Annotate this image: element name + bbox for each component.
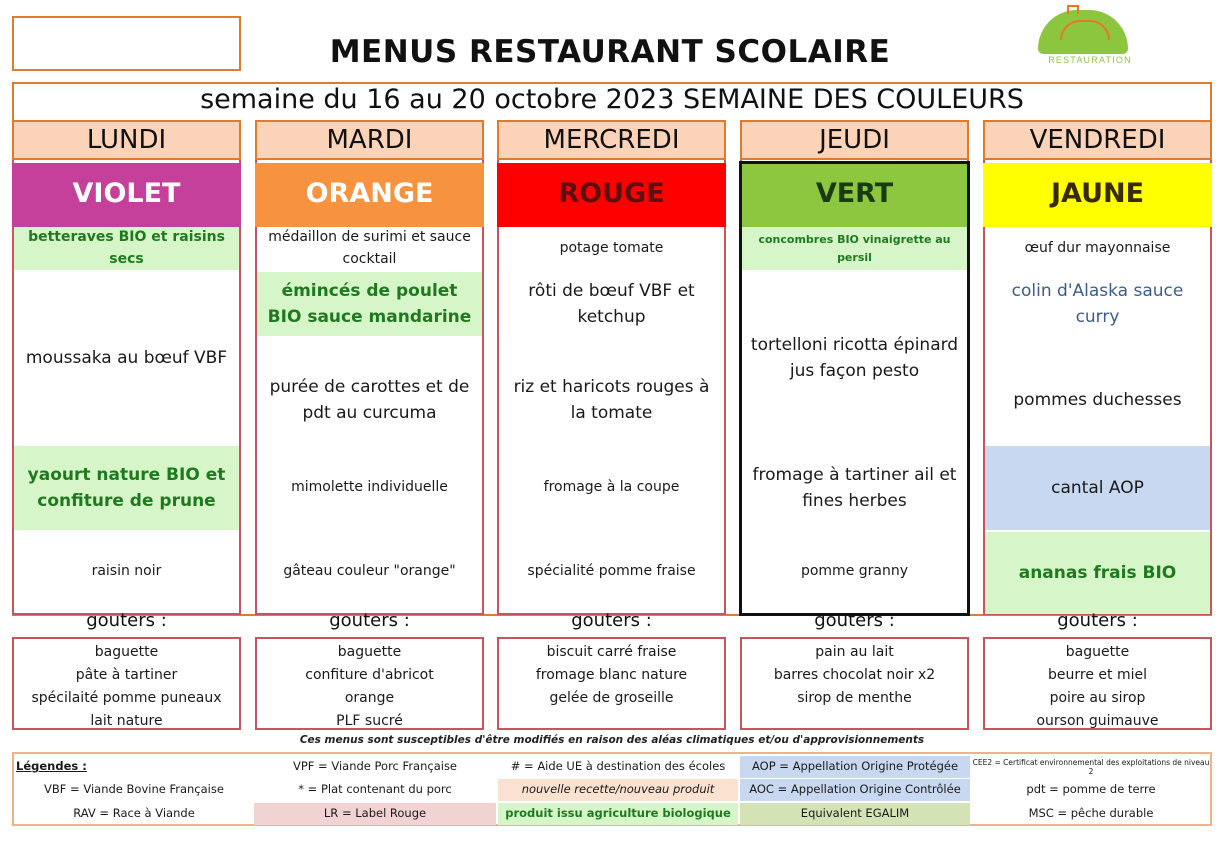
legend-vbf: VBF = Viande Bovine Française [44, 782, 224, 797]
side-vendredi: pommes duchesses [1013, 389, 1182, 410]
dairy-jeudi: fromage à tartiner ail et fines herbes [752, 464, 957, 511]
gouter-box-mercredi [497, 637, 726, 730]
legend-aop: AOP = Appellation Origine Protégée [740, 756, 970, 778]
gouter-item: lait nature [90, 713, 163, 729]
legend-bio: produit issu agriculture biologique [498, 803, 738, 825]
gouter-label-lundi: gouters : [86, 610, 167, 631]
logo-text-line2: RESTAURATION [1048, 55, 1132, 65]
gouter-box-vendredi [983, 637, 1212, 730]
main-lundi: moussaka au bœuf VBF [25, 347, 228, 368]
gouter-label-jeudi: gouters : [814, 610, 895, 631]
color-band-vendredi: JAUNE [983, 163, 1212, 227]
gouter-item: baguette [1065, 644, 1130, 660]
gouter-item: fromage blanc nature [535, 667, 688, 683]
gouter-item: ourson guimauve [1036, 713, 1159, 729]
dairy-mardi: mimolette individuelle [291, 479, 448, 496]
gouter-box-lundi [12, 637, 241, 730]
day-header-jeudi: JEUDI [740, 120, 969, 160]
legend [12, 752, 1212, 826]
gouter-item: pain au lait [815, 644, 894, 660]
dessert-lundi: raisin noir [91, 563, 162, 580]
gouter-box-mardi [255, 637, 484, 730]
gouter-label-vendredi: gouters : [1057, 610, 1138, 631]
dairy-vendredi: cantal AOP [985, 446, 1210, 530]
yvelines-logo [1015, 4, 1145, 68]
dessert-vendredi: ananas frais BIO [985, 532, 1210, 614]
gouter-item: baguette [94, 644, 159, 660]
color-band-mardi: ORANGE [255, 163, 484, 227]
starter-mercredi: potage tomate [559, 239, 664, 256]
main-jeudi: tortelloni ricotta épinard jus façon pesto [750, 334, 959, 381]
starter-mardi: médaillon de surimi et sauce cocktail [268, 228, 471, 267]
logo-text-line1: YVELINES [1051, 40, 1129, 55]
legend-title: Légendes : [16, 759, 87, 774]
side-mercredi: riz et haricots rouges à la tomate [513, 376, 710, 423]
legend-ue: # = Aide UE à destination des écoles [510, 759, 726, 774]
gouter-item: beurre et miel [1048, 667, 1147, 683]
dairy-mercredi: fromage à la coupe [543, 479, 680, 496]
day-header-mercredi: MERCREDI [497, 120, 726, 160]
legend-rav: RAV = Race à Viande [73, 806, 195, 821]
dessert-mercredi: spécialité pomme fraise [527, 563, 696, 580]
gouter-item: biscuit carré fraise [546, 644, 677, 660]
legend-msc: MSC = pêche durable [1028, 806, 1154, 821]
disclaimer: Ces menus sont susceptibles d'être modifiés en raison des aléas climatiques et/ou d'approvisionnements [299, 734, 925, 746]
starter-lundi: betteraves BIO et raisins secs [14, 227, 239, 270]
day-header-mardi: MARDI [255, 120, 484, 160]
legend-vpf: VPF = Viande Porc Française [292, 759, 458, 774]
week-title: semaine du 16 au 20 octobre 2023 SEMAINE DES COULEURS [200, 84, 1024, 115]
gouter-item: baguette [337, 644, 402, 660]
legend-pdt: pdt = pomme de terre [1026, 782, 1156, 797]
gouter-item: sirop de menthe [797, 690, 912, 706]
logo-chimney-icon [1067, 5, 1079, 14]
gouter-item: PLF sucré [336, 713, 403, 729]
legend-aoc: AOC = Appellation Origine Contrôlée [740, 779, 970, 801]
starter-vendredi: œuf dur mayonnaise [1024, 239, 1171, 256]
color-band-jeudi: VERT [740, 163, 969, 227]
day-header-vendredi: VENDREDI [983, 120, 1212, 160]
legend-porc: * = Plat contenant du porc [298, 782, 452, 797]
main-mardi: émincés de poulet BIO sauce mandarine [257, 272, 482, 336]
color-band-lundi: VIOLET [12, 163, 241, 227]
dessert-mardi: gâteau couleur "orange" [283, 563, 456, 580]
legend-nouvelle: nouvelle recette/nouveau produit [498, 779, 738, 801]
gouter-item: gelée de groseille [549, 690, 674, 706]
legend-cee2: CEE2 = Certificat environnemental des exploitations de niveau 2 [972, 758, 1210, 776]
gouter-item: spécilaité pomme puneaux [31, 690, 222, 706]
gouter-item: pâte à tartiner [75, 667, 178, 683]
gouter-item: poire au sirop [1049, 690, 1146, 706]
gouter-label-mercredi: gouters : [571, 610, 652, 631]
side-mardi: purée de carottes et de pdt au curcuma [269, 376, 470, 423]
blank-box [12, 16, 241, 71]
color-band-mercredi: ROUGE [497, 163, 726, 227]
main-vendredi: colin d'Alaska sauce curry [1011, 280, 1184, 327]
gouter-label-mardi: gouters : [329, 610, 410, 631]
gouter-item: orange [344, 690, 395, 706]
gouter-box-jeudi [740, 637, 969, 730]
highlight-frame-jeudi [739, 161, 970, 616]
dessert-jeudi: pomme granny [800, 563, 909, 580]
main-mercredi: rôti de bœuf VBF et ketchup [528, 280, 695, 327]
gouter-item: barres chocolat noir x2 [773, 667, 936, 683]
gouter-item: confiture d'abricot [305, 667, 434, 683]
page-title: MENUS RESTAURANT SCOLAIRE [329, 34, 891, 70]
dairy-lundi: yaourt nature BIO et confiture de prune [14, 446, 239, 530]
day-header-lundi: LUNDI [12, 120, 241, 160]
legend-egalim: Equivalent EGALIM [740, 803, 970, 825]
legend-lr: LR = Label Rouge [254, 803, 496, 825]
starter-jeudi: concombres BIO vinaigrette au persil [742, 227, 967, 270]
